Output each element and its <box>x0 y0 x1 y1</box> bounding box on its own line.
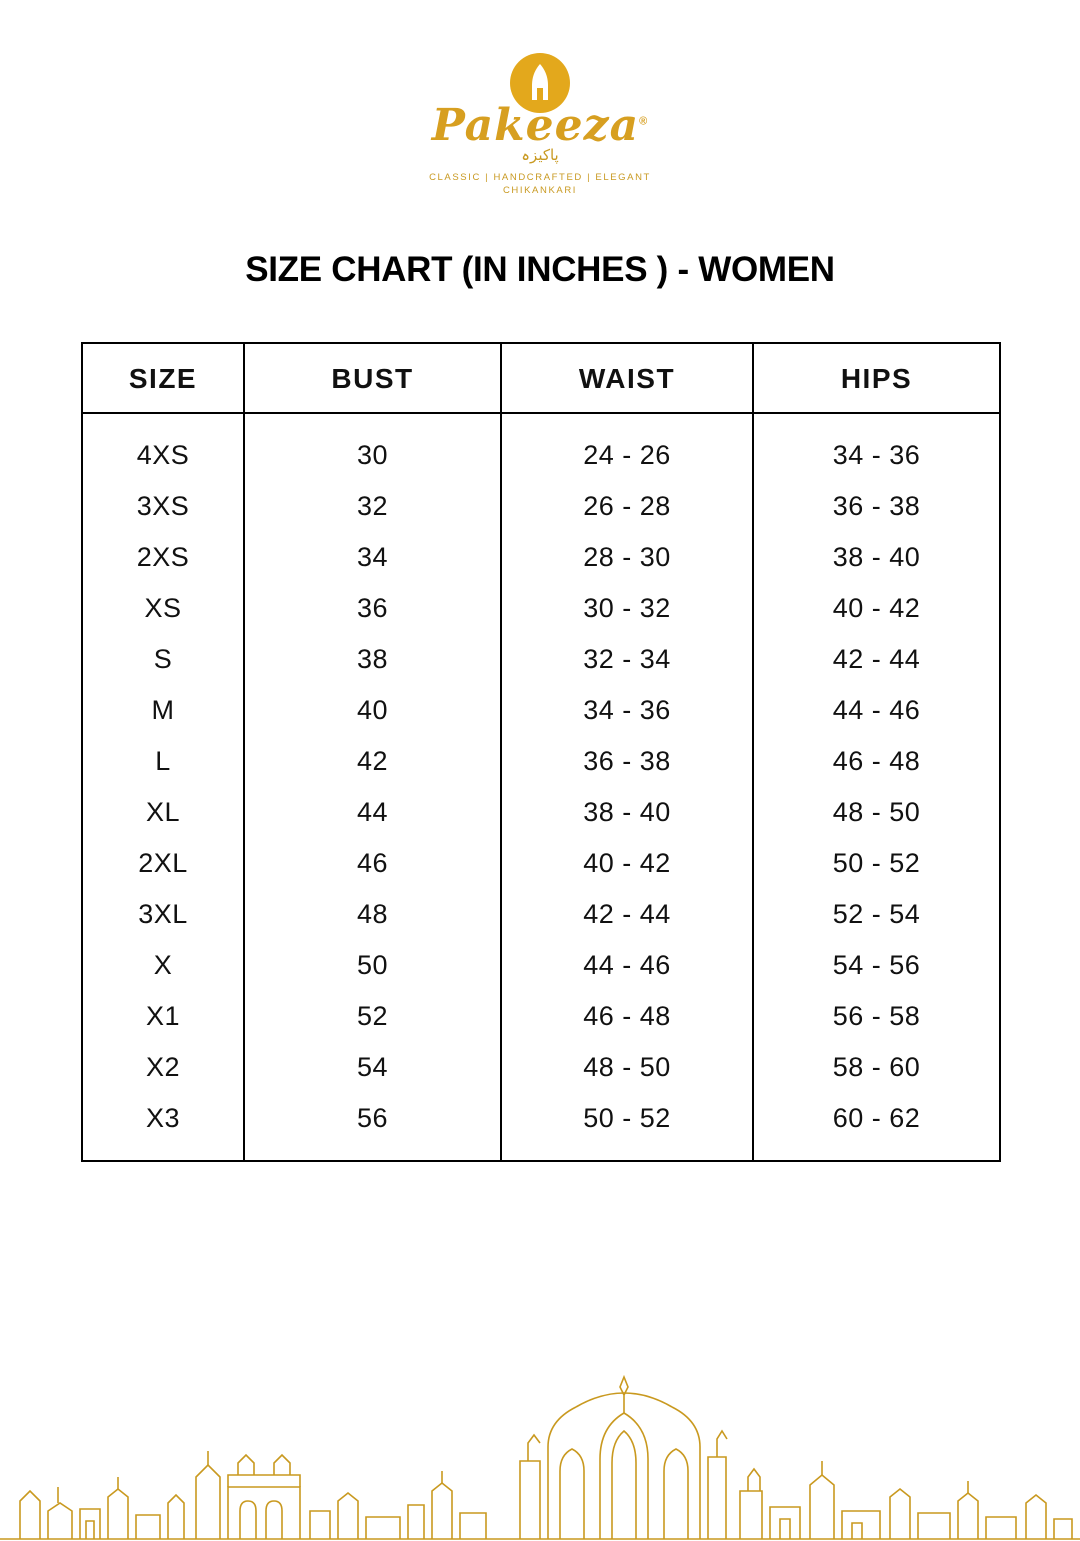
cell-hips: 48 - 50 <box>832 797 921 827</box>
cell-size: L <box>82 736 244 787</box>
lucknow-skyline-decoration <box>0 1351 1080 1541</box>
table-row <box>82 889 1000 940</box>
cell-size: X <box>82 940 244 991</box>
cell-bust: 42 <box>244 736 501 787</box>
page-title: SIZE CHART (IN INCHES ) - WOMEN <box>245 250 835 289</box>
cell-size: XS <box>82 583 244 634</box>
cell-hips: 36 - 38 <box>832 491 921 521</box>
registered-mark: ® <box>639 115 649 128</box>
cell-waist: 42 - 44 <box>501 889 753 940</box>
cell-bust: 50 <box>244 940 501 991</box>
cell-bust: 34 <box>244 532 501 583</box>
cell-waist: 32 - 34 <box>501 634 753 685</box>
cell-size: 3XS <box>82 481 244 532</box>
column-header-hips: HIPS <box>753 343 1000 413</box>
table-row <box>82 736 1000 787</box>
cell-hips: 58 - 60 <box>832 1052 921 1082</box>
cell-size: X2 <box>82 1042 244 1093</box>
cell-bust: 48 <box>244 889 501 940</box>
cell-waist: 30 - 32 <box>501 583 753 634</box>
cell-size: S <box>82 634 244 685</box>
cell-hips: 38 - 40 <box>832 542 921 572</box>
table-row <box>82 583 1000 634</box>
table-row <box>82 838 1000 889</box>
cell-waist: 40 - 42 <box>501 838 753 889</box>
brand-urdu-text: پاکیزہ <box>521 146 559 164</box>
cell-waist: 28 - 30 <box>501 532 753 583</box>
cell-hips: 60 - 62 <box>832 1103 921 1133</box>
cell-waist: 44 - 46 <box>501 940 753 991</box>
cell-waist: 50 - 52 <box>501 1093 753 1161</box>
table-body <box>82 413 1000 1161</box>
cell-size: X1 <box>82 991 244 1042</box>
table-row <box>82 413 1000 481</box>
cell-waist: 38 - 40 <box>501 787 753 838</box>
brand-wordmark <box>0 100 1080 151</box>
table-row <box>82 481 1000 532</box>
cell-size: M <box>82 685 244 736</box>
cell-hips: 46 - 48 <box>832 746 921 776</box>
brand-tagline-secondary: CHIKANKARI <box>502 185 578 196</box>
brand-logo <box>0 52 1080 196</box>
cell-hips: 56 - 58 <box>832 1001 921 1031</box>
cell-waist: 48 - 50 <box>501 1042 753 1093</box>
cell-bust: 38 <box>244 634 501 685</box>
table-row <box>82 940 1000 991</box>
cell-hips: 50 - 52 <box>832 848 921 878</box>
cell-hips: 34 - 36 <box>832 440 921 470</box>
cell-bust: 54 <box>244 1042 501 1093</box>
cell-bust: 36 <box>244 583 501 634</box>
cell-size: 2XS <box>82 532 244 583</box>
cell-hips: 52 - 54 <box>832 899 921 929</box>
cell-size: 3XL <box>82 889 244 940</box>
table-row <box>82 1042 1000 1093</box>
table-row <box>82 634 1000 685</box>
cell-bust: 46 <box>244 838 501 889</box>
cell-size: 4XS <box>82 413 244 481</box>
cell-size: XL <box>82 787 244 838</box>
table-row <box>82 991 1000 1042</box>
table-row <box>82 685 1000 736</box>
cell-waist: 34 - 36 <box>501 685 753 736</box>
cell-waist: 46 - 48 <box>501 991 753 1042</box>
cell-hips: 54 - 56 <box>832 950 921 980</box>
table-row <box>82 532 1000 583</box>
table-header-row <box>82 343 1000 413</box>
cell-waist: 24 - 26 <box>501 413 753 481</box>
cell-waist: 26 - 28 <box>501 481 753 532</box>
cell-size: X3 <box>82 1093 244 1161</box>
column-header-size: SIZE <box>82 343 244 413</box>
table-row <box>82 787 1000 838</box>
table-row <box>82 1093 1000 1161</box>
cell-bust: 30 <box>244 413 501 481</box>
cell-bust: 40 <box>244 685 501 736</box>
cell-hips: 44 - 46 <box>832 695 921 725</box>
cell-size: 2XL <box>82 838 244 889</box>
brand-tagline: CLASSIC | HANDCRAFTED | ELEGANT <box>429 172 651 183</box>
cell-bust: 56 <box>244 1093 501 1161</box>
cell-waist: 36 - 38 <box>501 736 753 787</box>
cell-hips: 40 - 42 <box>832 593 921 623</box>
column-header-bust: BUST <box>244 343 501 413</box>
cell-bust: 44 <box>244 787 501 838</box>
cell-hips: 42 - 44 <box>832 644 921 674</box>
cell-bust: 52 <box>244 991 501 1042</box>
column-header-waist: WAIST <box>501 343 753 413</box>
size-chart-table-wrapper <box>81 342 991 1162</box>
size-chart-table <box>81 342 1001 1162</box>
table-head <box>82 343 1000 413</box>
brand-wordmark-text: Pakeeza <box>431 100 640 151</box>
cell-bust: 32 <box>244 481 501 532</box>
